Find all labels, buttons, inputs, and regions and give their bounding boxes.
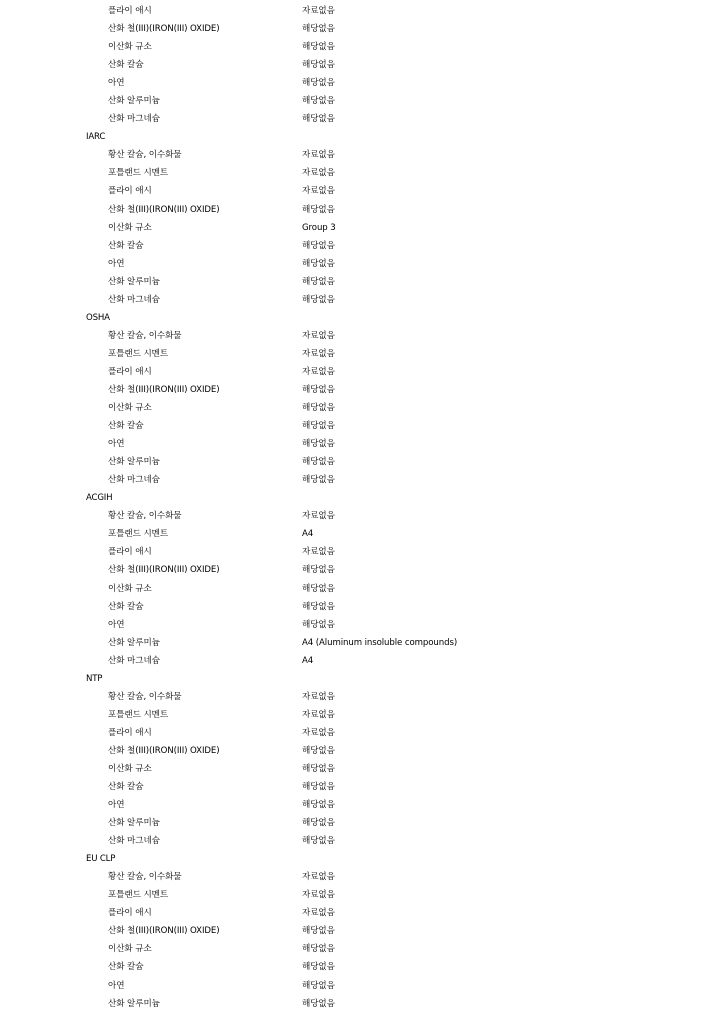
- ingredient-name: 황산 칼슘, 이수화물: [108, 330, 182, 341]
- classification-value: A4: [302, 529, 314, 540]
- ingredient-name: 산화 마그네슘: [108, 294, 160, 305]
- ingredient-name: 산화 칼슘: [108, 60, 144, 71]
- ingredient-name: 이산화 규소: [108, 763, 152, 774]
- ingredient-row: [0, 20, 724, 38]
- classification-value: 해당없음: [302, 962, 335, 973]
- classification-value: 자료없음: [302, 890, 335, 901]
- classification-value: 자료없음: [302, 6, 335, 16]
- ingredient-name: 산화 칼슘: [108, 601, 144, 612]
- classification-value: 해당없음: [302, 763, 335, 774]
- classification-value: 자료없음: [302, 366, 335, 377]
- ingredient-name: 플라이 애시: [108, 547, 152, 558]
- ingredient-row: [0, 507, 724, 525]
- classification-value: 해당없음: [302, 96, 335, 107]
- ingredient-row: [0, 327, 724, 345]
- classification-value: 해당없음: [302, 583, 335, 594]
- ingredient-name: 산화 알루미늄: [108, 457, 160, 468]
- classification-value: 해당없음: [302, 601, 335, 612]
- ingredient-name: 산화 알루미늄: [108, 276, 160, 287]
- classification-value: 해당없음: [302, 926, 335, 937]
- ingredient-name: 산화 마그네슘: [108, 114, 160, 125]
- classification-value: 해당없음: [302, 565, 335, 576]
- classification-value: 해당없음: [302, 980, 335, 991]
- classification-value: 해당없음: [302, 800, 335, 811]
- ingredient-row: [0, 74, 724, 92]
- ingredient-name: 황산 칼슘, 이수화물: [108, 872, 182, 883]
- ingredient-row: [0, 237, 724, 255]
- classification-value: 자료없음: [302, 330, 335, 341]
- ingredient-name: 포틀랜드 시멘트: [108, 348, 169, 359]
- classification-value: 해당없음: [302, 818, 335, 829]
- ingredient-name: 포틀랜드 시멘트: [108, 168, 169, 179]
- section-header-row: [0, 850, 724, 868]
- ingredient-name: 산화 알루미늄: [108, 637, 160, 648]
- ingredient-name: 아연: [108, 619, 125, 630]
- ingredient-row: [0, 796, 724, 814]
- ingredient-row: [0, 471, 724, 489]
- ingredient-row: [0, 525, 724, 543]
- section-header-row: [0, 489, 724, 507]
- ingredient-name: 산화 알루미늄: [108, 998, 160, 1009]
- ingredient-row: [0, 886, 724, 904]
- section-title: ACGIH: [86, 493, 113, 504]
- ingredient-row: [0, 2, 724, 20]
- ingredient-name: 아연: [108, 439, 125, 450]
- ingredient-row: [0, 580, 724, 598]
- classification-value: 해당없음: [302, 403, 335, 414]
- ingredient-name: 포틀랜드 시멘트: [108, 529, 169, 540]
- ingredient-row: [0, 940, 724, 958]
- ingredient-name: 산화 알루미늄: [108, 96, 160, 107]
- ingredient-name: 이산화 규소: [108, 403, 152, 414]
- ingredient-name: 플라이 애시: [108, 186, 152, 197]
- ingredient-name: 플라이 애시: [108, 366, 152, 377]
- ingredient-row: [0, 182, 724, 200]
- classification-value: 해당없음: [302, 204, 335, 215]
- ingredient-name: 이산화 규소: [108, 222, 152, 233]
- carcinogenicity-list: [0, 2, 724, 1013]
- ingredient-row: [0, 778, 724, 796]
- ingredient-row: [0, 814, 724, 832]
- classification-value: 해당없음: [302, 240, 335, 251]
- ingredient-name: 산화 칼슘: [108, 782, 144, 793]
- ingredient-row: [0, 724, 724, 742]
- section-title: IARC: [86, 132, 106, 143]
- ingredient-name: 아연: [108, 258, 125, 269]
- section-header-row: [0, 309, 724, 327]
- ingredient-row: [0, 922, 724, 940]
- classification-value: 해당없음: [302, 276, 335, 287]
- classification-value: 자료없음: [302, 168, 335, 179]
- classification-value: 자료없음: [302, 150, 335, 161]
- ingredient-name: 산화 철(III)(IRON(III) OXIDE): [108, 384, 220, 395]
- classification-value: 해당없음: [302, 24, 335, 35]
- classification-value: 자료없음: [302, 727, 335, 738]
- section-header-row: [0, 670, 724, 688]
- ingredient-row: [0, 616, 724, 634]
- classification-value: Group 3: [302, 222, 336, 233]
- classification-value: 해당없음: [302, 421, 335, 432]
- ingredient-row: [0, 561, 724, 579]
- classification-value: 해당없음: [302, 619, 335, 630]
- ingredient-name: 아연: [108, 980, 125, 991]
- ingredient-row: [0, 634, 724, 652]
- ingredient-row: [0, 706, 724, 724]
- classification-value: 해당없음: [302, 42, 335, 53]
- classification-value: 해당없음: [302, 745, 335, 756]
- ingredient-name: 산화 철(III)(IRON(III) OXIDE): [108, 745, 220, 756]
- classification-value: 해당없음: [302, 78, 335, 89]
- ingredient-row: [0, 345, 724, 363]
- ingredient-row: [0, 995, 724, 1013]
- classification-value: 해당없음: [302, 998, 335, 1009]
- ingredient-row: [0, 291, 724, 309]
- section-header-row: [0, 128, 724, 146]
- classification-value: 해당없음: [302, 457, 335, 468]
- classification-value: 자료없음: [302, 186, 335, 197]
- classification-value: 해당없음: [302, 944, 335, 955]
- ingredient-row: [0, 255, 724, 273]
- ingredient-name: 산화 알루미늄: [108, 818, 160, 829]
- classification-value: 해당없음: [302, 258, 335, 269]
- ingredient-row: [0, 868, 724, 886]
- ingredient-row: [0, 652, 724, 670]
- ingredient-row: [0, 92, 724, 110]
- ingredient-name: 산화 철(III)(IRON(III) OXIDE): [108, 926, 220, 937]
- ingredient-row: [0, 219, 724, 237]
- classification-value: 해당없음: [302, 114, 335, 125]
- classification-value: 자료없음: [302, 908, 335, 919]
- ingredient-row: [0, 832, 724, 850]
- section-title: EU CLP: [86, 854, 116, 865]
- ingredient-name: 플라이 애시: [108, 727, 152, 738]
- ingredient-name: 아연: [108, 78, 125, 89]
- ingredient-name: 이산화 규소: [108, 944, 152, 955]
- classification-value: 자료없음: [302, 872, 335, 883]
- ingredient-name: 황산 칼슘, 이수화물: [108, 150, 182, 161]
- ingredient-name: 산화 마그네슘: [108, 475, 160, 486]
- section-title: OSHA: [86, 312, 110, 323]
- ingredient-row: [0, 56, 724, 74]
- ingredient-row: [0, 688, 724, 706]
- ingredient-name: 이산화 규소: [108, 42, 152, 53]
- ingredient-row: [0, 977, 724, 995]
- classification-value: A4: [302, 655, 314, 666]
- ingredient-name: 산화 마그네슘: [108, 655, 160, 666]
- ingredient-row: [0, 453, 724, 471]
- classification-value: 해당없음: [302, 475, 335, 486]
- classification-value: 해당없음: [302, 836, 335, 847]
- section-title: NTP: [86, 673, 103, 684]
- classification-value: 해당없음: [302, 294, 335, 305]
- ingredient-row: [0, 435, 724, 453]
- ingredient-name: 산화 철(III)(IRON(III) OXIDE): [108, 204, 220, 215]
- ingredient-row: [0, 273, 724, 291]
- ingredient-name: 황산 칼슘, 이수화물: [108, 691, 182, 702]
- ingredient-row: [0, 742, 724, 760]
- ingredient-name: 이산화 규소: [108, 583, 152, 594]
- classification-value: 해당없음: [302, 60, 335, 71]
- ingredient-name: 산화 마그네슘: [108, 836, 160, 847]
- ingredient-name: 아연: [108, 800, 125, 811]
- ingredient-name: 산화 칼슘: [108, 962, 144, 973]
- ingredient-name: 산화 철(III)(IRON(III) OXIDE): [108, 24, 220, 35]
- ingredient-row: [0, 598, 724, 616]
- ingredient-name: 포틀랜드 시멘트: [108, 709, 169, 720]
- ingredient-row: [0, 381, 724, 399]
- classification-value: 자료없음: [302, 709, 335, 720]
- ingredient-row: [0, 904, 724, 922]
- ingredient-row: [0, 38, 724, 56]
- ingredient-row: [0, 363, 724, 381]
- classification-value: 자료없음: [302, 348, 335, 359]
- ingredient-row: [0, 417, 724, 435]
- ingredient-row: [0, 958, 724, 976]
- ingredient-row: [0, 164, 724, 182]
- ingredient-name: 산화 철(III)(IRON(III) OXIDE): [108, 565, 220, 576]
- ingredient-row: [0, 201, 724, 219]
- classification-value: A4 (Aluminum insoluble compounds): [302, 637, 458, 648]
- classification-value: 해당없음: [302, 384, 335, 395]
- classification-value: 자료없음: [302, 511, 335, 522]
- ingredient-name: 황산 칼슘, 이수화물: [108, 511, 182, 522]
- ingredient-name: 산화 칼슘: [108, 421, 144, 432]
- classification-value: 해당없음: [302, 439, 335, 450]
- ingredient-row: [0, 399, 724, 417]
- classification-value: 자료없음: [302, 691, 335, 702]
- classification-value: 해당없음: [302, 782, 335, 793]
- ingredient-name: 포틀랜드 시멘트: [108, 890, 169, 901]
- ingredient-row: [0, 543, 724, 561]
- ingredient-row: [0, 760, 724, 778]
- ingredient-row: [0, 146, 724, 164]
- classification-value: 자료없음: [302, 547, 335, 558]
- ingredient-name: 플라이 애시: [108, 6, 152, 16]
- ingredient-name: 산화 칼슘: [108, 240, 144, 251]
- ingredient-row: [0, 110, 724, 128]
- ingredient-name: 플라이 애시: [108, 908, 152, 919]
